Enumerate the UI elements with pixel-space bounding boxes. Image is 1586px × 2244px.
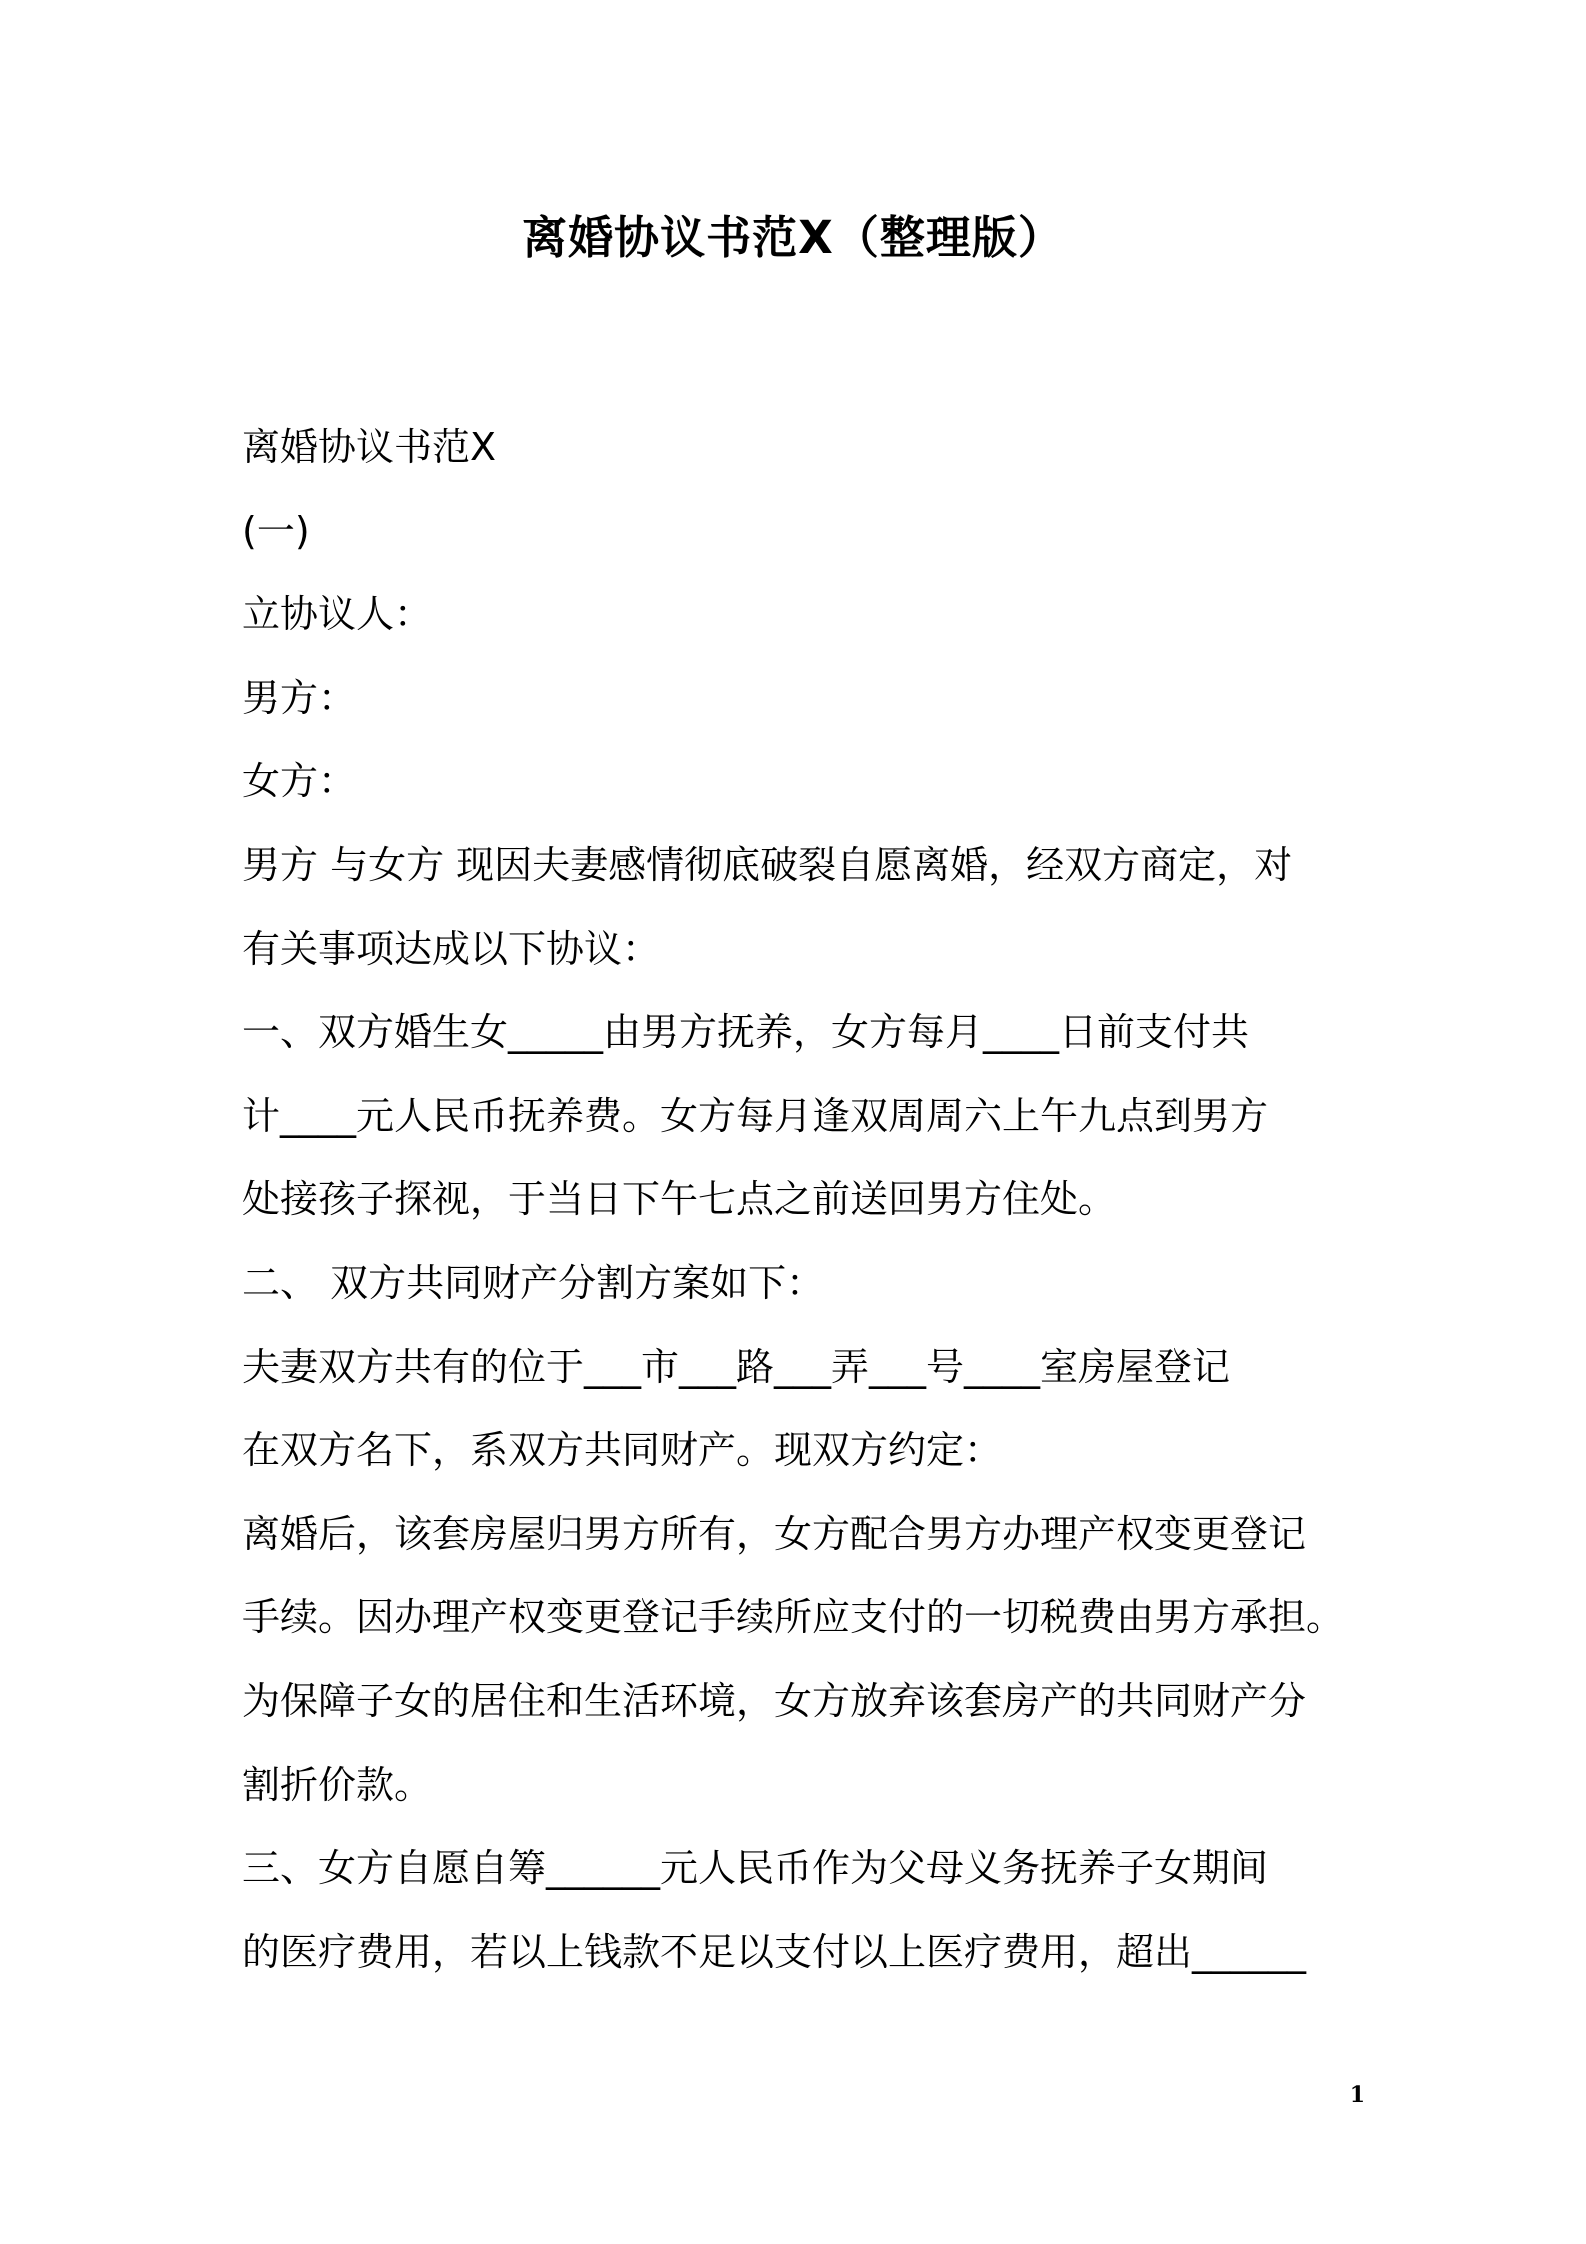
female-party-line: 女方：	[242, 759, 357, 804]
clause-line: 手续。因办理产权变更登记手续所应支付的一切税费由男方承担。	[242, 1595, 1345, 1640]
clause-line: 离婚后，该套房屋归男方所有，女方配合男方办理产权变更登记	[242, 1511, 1307, 1556]
clause-line: 的医疗费用，若以上钱款不足以支付以上医疗费用，超出______	[242, 1929, 1307, 1974]
clause-line: 割折价款。	[242, 1762, 433, 1807]
clause-line: 夫妻双方共有的位于___市___路___弄___号____室房屋登记	[242, 1344, 1231, 1389]
clause-line: 计____元人民币抚养费。女方每月逢双周周六上午九点到男方	[242, 1093, 1269, 1138]
subtitle: 离婚协议书范X	[242, 425, 497, 469]
clause-line: 二、 双方共同财产分割方案如下：	[242, 1260, 825, 1305]
page-number: 1	[1349, 2082, 1365, 2108]
paragraph-line: 男方 与女方 现因夫妻感情彻底破裂自愿离婚，经双方商定，对	[242, 842, 1293, 887]
paragraph-line: 有关事项达成以下协议：	[242, 926, 661, 971]
clause-line: 为保障子女的居住和生活环境，女方放弃该套房产的共同财产分	[242, 1678, 1307, 1723]
clause-line: 一、双方婚生女_____由男方抚养，女方每月____日前支付共	[242, 1010, 1250, 1055]
clause-line: 处接孩子探视，于当日下午七点之前送回男方住处。	[242, 1177, 1117, 1222]
clause-line: 在双方名下，系双方共同财产。现双方约定：	[242, 1428, 1003, 1473]
clause-line: 三、女方自愿自筹______元人民币作为父母义务抚养子女期间	[242, 1846, 1269, 1891]
party-heading: 立协议人：	[242, 592, 433, 637]
document-title: 离婚协议书范X（整理版）	[522, 211, 1064, 264]
document-body	[242, 406, 1372, 1994]
section-marker: (一)	[242, 508, 310, 553]
male-party-line: 男方：	[242, 675, 357, 720]
